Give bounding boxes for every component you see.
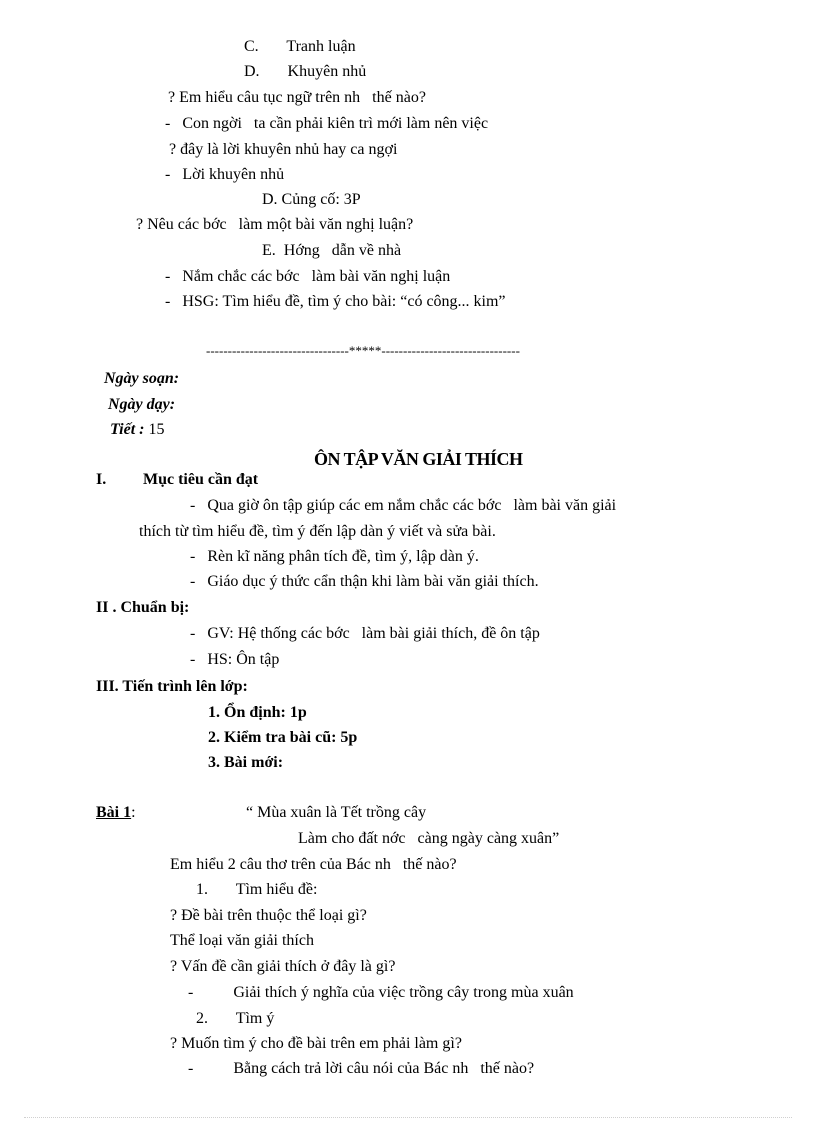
bai-1-colon: : bbox=[131, 804, 136, 821]
question-line: ? đây là lời khuyên nhủ hay ca ngợi bbox=[169, 141, 398, 158]
lesson-title: ÔN TẬP VĂN GIẢI THÍCH bbox=[314, 449, 523, 469]
option-d: D. Khuyên nhủ bbox=[244, 63, 367, 80]
objective-line: - Giáo dục ý thức cẩn thận khi làm bài văn giải thích. bbox=[190, 573, 539, 590]
poem-line-1: “ Mùa xuân là Tết trồng cây bbox=[246, 804, 427, 821]
question-line: ? Đề bài trên thuộc thể loại gì? bbox=[170, 907, 367, 924]
prep-line: - HS: Ôn tập bbox=[190, 651, 280, 668]
answer-line: - Giải thích ý nghĩa của việc trồng cây trong mùa xuân bbox=[188, 984, 574, 1001]
step-1: 1. Ổn định: 1p bbox=[208, 704, 307, 721]
poem-line-2: Làm cho đất nớc càng ngày càng xuân” bbox=[298, 830, 560, 847]
objective-line: - Qua giờ ôn tập giúp các em nắm chắc các bớc làm bài văn giải bbox=[190, 497, 617, 514]
separator-line: ---------------------------------*****-------------------------------- bbox=[206, 343, 520, 358]
objective-line-cont: thích từ tìm hiểu đề, tìm ý đến lập dàn ý viết và sửa bài. bbox=[139, 523, 496, 540]
question-line: ? Muốn tìm ý cho đề bài trên em phải làm gì? bbox=[170, 1035, 462, 1052]
bai-1-label: Bài 1 bbox=[96, 804, 132, 821]
option-c: C. Tranh luận bbox=[244, 38, 356, 55]
answer-line: - Con ngời ta cần phải kiên trì mới làm nên việc bbox=[165, 115, 489, 132]
step-2: 2. Kiểm tra bài cũ: 5p bbox=[208, 729, 358, 746]
section-cung-co: D. Củng cố: 3P bbox=[262, 191, 361, 208]
bullet-line: - Nắm chắc các bớc làm bài văn nghị luận bbox=[165, 268, 451, 285]
step-tim-hieu-de: 1. Tìm hiểu đề: bbox=[196, 881, 318, 898]
section-3-title: III. Tiến trình lên lớp: bbox=[96, 678, 248, 695]
ngay-soan-label: Ngày soạn: bbox=[104, 370, 180, 387]
tiet-value: 15 bbox=[144, 421, 165, 438]
page-bottom-border bbox=[24, 1117, 792, 1118]
bai-1-heading bbox=[96, 803, 136, 823]
section-huong-dan: E. Hớng dẫn về nhà bbox=[262, 242, 402, 259]
section-1-number: I. bbox=[96, 471, 107, 488]
question-line: ? Vấn đề cần giải thích ở đây là gì? bbox=[170, 958, 396, 975]
answer-line: - Bằng cách trả lời câu nói của Bác nh thế nào? bbox=[188, 1060, 535, 1077]
answer-line: - Lời khuyên nhủ bbox=[165, 166, 285, 183]
step-3: 3. Bài mới: bbox=[208, 754, 284, 771]
section-2-title: II . Chuẩn bị: bbox=[96, 599, 190, 616]
ngay-day-label: Ngày dạy: bbox=[108, 396, 176, 413]
prep-line: - GV: Hệ thống các bớc làm bài giải thích, đề ôn tập bbox=[190, 625, 540, 642]
tiet-label: Tiết : bbox=[110, 421, 145, 438]
step-tim-y: 2. Tìm ý bbox=[196, 1010, 275, 1027]
bullet-line: - HSG: Tìm hiểu đề, tìm ý cho bài: “có công... kim” bbox=[165, 293, 506, 310]
answer-line: Thể loại văn giải thích bbox=[170, 932, 314, 949]
section-1-title: Mục tiêu cần đạt bbox=[143, 471, 259, 488]
objective-line: - Rèn kĩ năng phân tích đề, tìm ý, lập dàn ý. bbox=[190, 548, 479, 565]
tiet-line bbox=[110, 420, 165, 440]
question-line: ? Em hiểu câu tục ngữ trên nh thế nào? bbox=[168, 89, 426, 106]
question-line: Em hiểu 2 câu thơ trên của Bác nh thế nào? bbox=[170, 856, 457, 873]
question-line: ? Nêu các bớc làm một bài văn nghị luận? bbox=[136, 216, 414, 233]
